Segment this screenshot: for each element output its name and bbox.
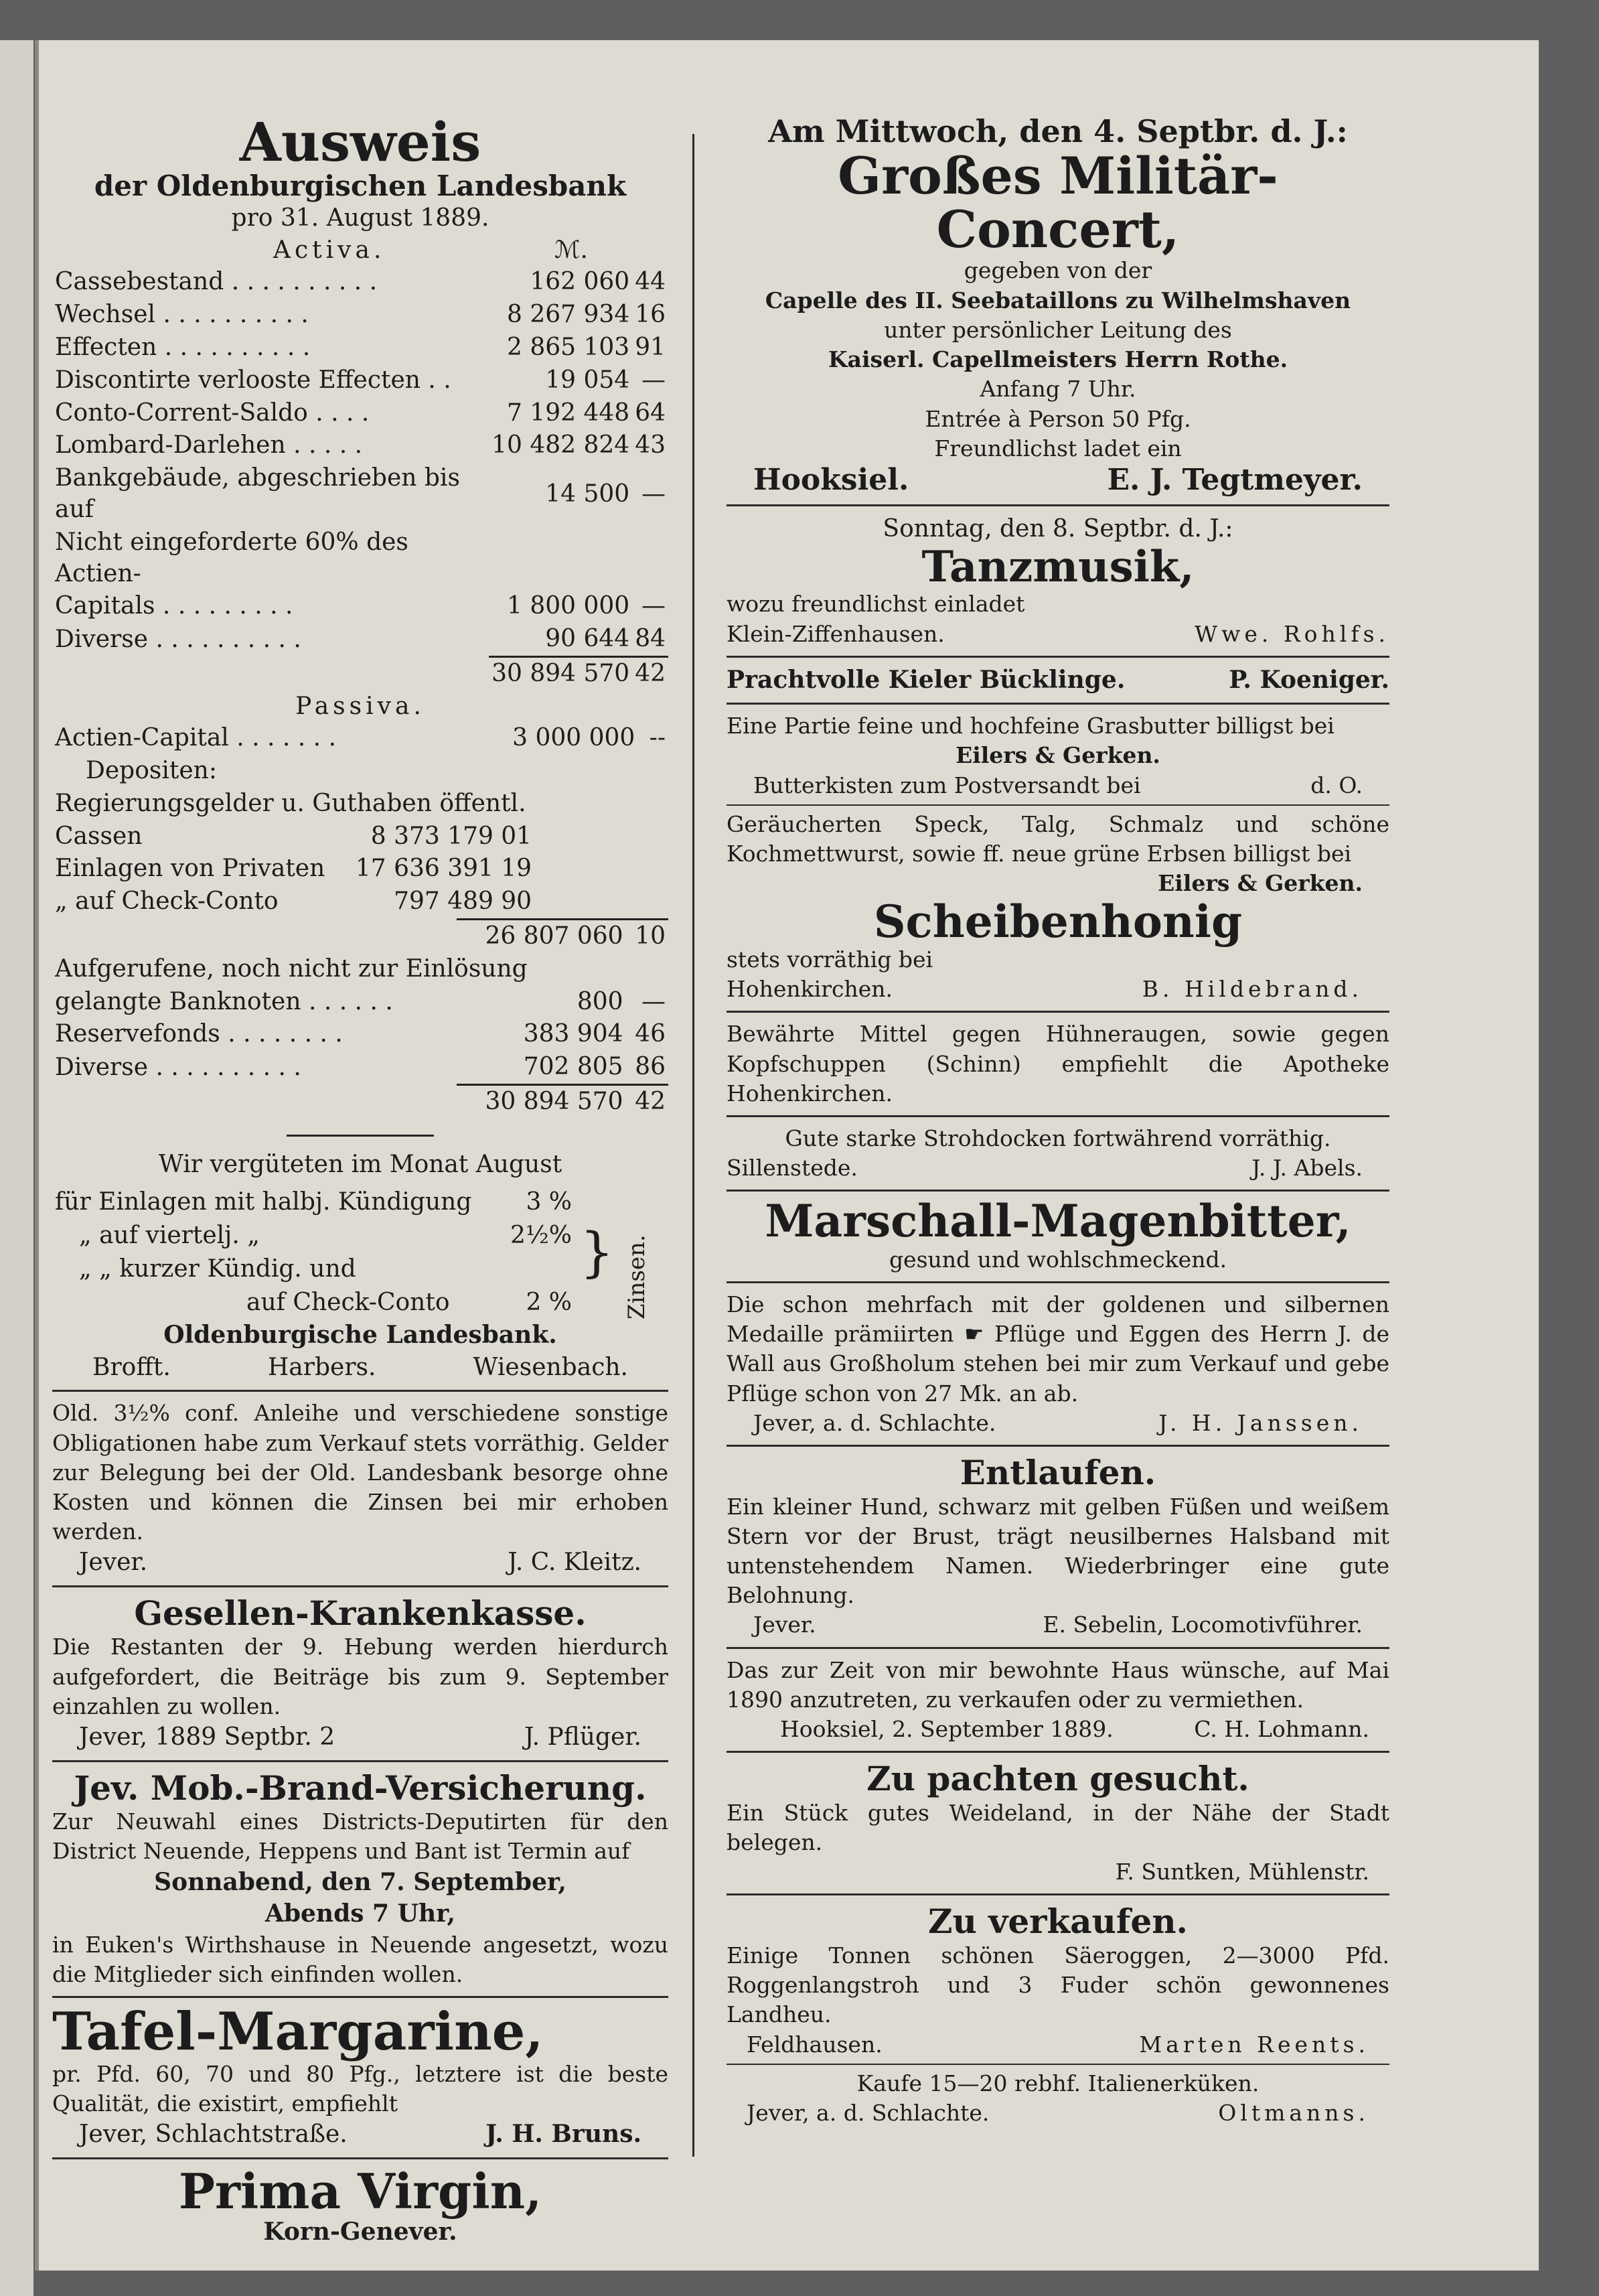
activa-table xyxy=(52,266,668,690)
depositen-total-row: 26 807 060 10 xyxy=(52,919,668,952)
gesellen-title: Gesellen-Krankenkasse. xyxy=(134,1593,587,1633)
table-row: gelangte Banknoten . . . . . . 800 — xyxy=(55,987,666,1015)
table-row: Actien-Capital . . . . . . . 3 000 000 -- xyxy=(55,724,666,752)
margarine-text: pr. Pfd. 60, 70 und 80 Pfg., letztere ist die beste Qualität, die existirt, empfiehlt xyxy=(52,2060,668,2117)
pacht-title: Zu pachten gesucht. xyxy=(866,1759,1249,1799)
kleiss-ad-text: Old. 3½% conf. Anleihe und verschiedene sonstige Obligationen habe zum Verkauf stets vorräthig. Gelder zur Belegung bei der Old. Landesbank besorge ohne Kosten und können die Zinsen bei mir erhoben werden. xyxy=(52,1400,668,1545)
section-rule xyxy=(287,1135,434,1137)
depositen-table xyxy=(52,820,534,918)
bank-signature: Oldenburgische Landesbank. xyxy=(163,1321,557,1350)
brand-time: Abends 7 Uhr, xyxy=(264,1899,456,1928)
bank-names: Brofft. Harbers. Wiesenbach. xyxy=(92,1353,628,1381)
haus-ad: Das zur Zeit von mir bewohnte Haus wünsche, auf Mai 1890 anzutreten, zu verkaufen oder zu vermiethen. xyxy=(727,1656,1389,1713)
verkauf-text: Einige Tonnen schönen Säeroggen, 2—3000 Pfd. Roggenlangstroh und 3 Fuder schön gewonnenes Landheu. xyxy=(727,1942,1389,2028)
table-row: Cassebestand . . . . . . . . . . 162 060 44 xyxy=(55,268,666,296)
buecking-ad: Prachtvolle Kieler Bücklinge. xyxy=(727,665,1126,694)
stroh-ad: Gute starke Strohdocken fortwährend vorräthig. xyxy=(785,1125,1331,1151)
table-row: Effecten . . . . . . . . . . 2 865 103 91 xyxy=(55,333,666,361)
table-row: Lombard-Darlehen . . . . . 10 482 824 43 xyxy=(55,431,666,459)
ausweis-subtitle: der Oldenburgischen Landesbank xyxy=(94,169,627,202)
table-row: Capitals . . . . . . . . . 1 800 000 — xyxy=(55,592,666,620)
margarine-title: Tafel-Margarine, xyxy=(52,2001,544,2062)
zinsen-side-label: Zinsen. xyxy=(623,1234,650,1320)
concert-title: Großes Militär-Concert, xyxy=(838,145,1278,259)
tanz-host: Wwe. Rohlfs. xyxy=(1195,620,1389,647)
zinsen-heading: Wir vergüteten im Monat August xyxy=(158,1150,562,1178)
previous-page-edge xyxy=(0,40,33,2296)
brand-text: Zur Neuwahl eines Districts-Deputirten für den District Neuende, Heppens und Bant ist Termin auf xyxy=(52,1808,668,1865)
table-row: „ auf Check-Conto 797 489 90 xyxy=(55,887,532,916)
table-row: Discontirte verlooste Effecten . . 19 054 — xyxy=(55,366,666,394)
left-column: Ausweis der Oldenburgischen Landesbank pro 31. August 1889. Activa. ℳ. Cassebestand . . . . . . . . . . 162 060 44 Wechsel . . . . . . . . . . 8 267 934 16 Effecten . . . . . . . . . . 2 865 103 91 Discontirte verlooste Effecten . . 19 054 — Conto-Corrent-Saldo . . . . 7 192 448 64 Lombard-Darlehen . . . . . 10 482 824 43 Bankgebäude, abgeschrieben bis auf 14 500 — Nicht eingeforderte 60% des Actien- Capitals . . . . . . . . . 1 800 000 — Diverse . . . . . . . . . . 90 644 84 30 894 570 42 Passiva. Actien-Capital . . . . . . . 3 000 000 -- Depositen: Regierungsgelder u. Guthaben öffentl. Cassen 8 373 179 01 Einlagen von Privaten 17 636 391 19 „ auf Check-Conto 797 489 90 26 807 060 10 Aufgerufene, noch nicht zur Einlösung gelangte Banknoten . . . . . . 800 — Reservefonds . . . . . . . . 383 904 46 Diverse . . . . . . . . . . 702 805 86 30 894 570 42 Wir vergüteten im Monat August für Einlagen mit halbj. Kündigung 3 % „ auf viertelj. „ 2½% „ „ kurzer Kündig. und auf Check-Conto 2 % } Zinsen. Oldenburgische Landesbank. Brofft. Harbers. Wiesenbach. Old. 3½% conf. Anleihe und verschiedene sonstige Obligationen habe zum Verkauf stets vorräthig. Gelder zur Belegung bei der Old. Landesbank besorge ohne Kosten und können die Zinsen bei mir erhoben werden. Jever. J. C. Kleitz. Gesellen-Krankenkasse. Die Restanten der 9. Hebung werden hierdurch aufgefordert, die Beiträge bis zum 9. September einzahlen zu wollen. Jever, 1889 Septbr. 2 J. Pflüger. Jev. Mob.-Brand-Versicherung. Zur Neuwahl eines Districts-Deputirten für den District Neuende, Heppens und Bant ist Termin auf Sonnabend, den 7. September, Abends 7 Uhr, in Euken's Wirthshause in Neuende angesetzt, wozu die Mitglieder sich einfinden wollen. Tafel-Margarine, pr. Pfd. 60, 70 und 80 Pfg., letztere ist die beste Qualität, die existirt, empfiehlt Jever, Schlachtstraße. J. H. Bruns. Prima Virgin, Korn-Genever. xyxy=(52,114,668,2248)
brand-text-2: in Euken's Wirthshause in Neuende angesetzt, wozu die Mitglieder sich einfinden wollen. xyxy=(52,1931,668,1987)
depositen-line: Regierungsgelder u. Guthaben öffentl. xyxy=(55,789,526,817)
gesellen-text: Die Restanten der 9. Hebung werden hierdurch aufgefordert, die Beiträge bis zum 9. September einzahlen zu wollen. xyxy=(52,1634,668,1719)
activa-total-row: 30 894 570 42 xyxy=(52,656,668,690)
virgin-subtitle: Korn-Genever. xyxy=(263,2218,457,2246)
tanz-title: Tanzmusik, xyxy=(921,542,1195,593)
zinsen-block xyxy=(52,1186,668,1319)
table-row: für Einlagen mit halbj. Kündigung 3 % xyxy=(55,1188,572,1216)
kleiss-name: J. C. Kleitz. xyxy=(508,1549,641,1577)
passiva-heading: Passiva. xyxy=(295,692,425,720)
huehneraugen-ad: Bewährte Mittel gegen Hühneraugen, sowie gegen Kopfschuppen (Schinn) empfiehlt die Apotheke Hohenkirchen. xyxy=(727,1021,1389,1106)
passiva-table xyxy=(52,722,668,820)
marschall-title: Marschall-Magenbitter, xyxy=(765,1195,1351,1248)
currency-label: ℳ. xyxy=(554,236,588,264)
table-row: „ „ kurzer Kündig. und xyxy=(79,1254,356,1283)
brand-title: Jev. Mob.-Brand-Versicherung. xyxy=(74,1768,647,1808)
table-row: Cassen 8 373 179 01 xyxy=(55,822,532,850)
entlaufen-text: Ein kleiner Hund, schwarz mit gelben Füßen und weißem Stern vor der Brust, trägt neusilbernes Halsband mit untenstehendem Namen. Wiederbringer eine gute Belohnung. xyxy=(727,1493,1389,1609)
table-row: Conto-Corrent-Saldo . . . . 7 192 448 64 xyxy=(55,399,666,427)
activa-heading: Activa. xyxy=(273,236,386,264)
brace: } xyxy=(580,1221,614,1284)
tanz-date: Sonntag, den 8. Septbr. d. J.: xyxy=(883,514,1233,543)
passiva-rest-table xyxy=(52,918,668,1119)
passiva-total-row: 30 894 570 42 xyxy=(52,1084,668,1118)
table-row: Einlagen von Privaten 17 636 391 19 xyxy=(55,855,532,883)
honig-title: Scheibenhonig xyxy=(873,895,1243,948)
right-column: Am Mittwoch, den 4. Septbr. d. J.: Großes Militär-Concert, gegeben von der Capelle des II. Seebataillons zu Wilhelmshaven unter persönlicher Leitung des Kaiserl. Capellmeisters Herrn Rothe. Anfang 7 Uhr. Entrée à Person 50 Pfg. Freundlichst ladet ein Hooksiel. E. J. Tegtmeyer. Sonntag, den 8. Septbr. d. J.: Tanzmusik, wozu freundlichst einladet Klein-Ziffenhausen. Wwe. Rohlfs. Prachtvolle Kieler Bücklinge. P. Koeniger. Eine Partie feine und hochfeine Grasbutter billigst bei Eilers & Gerken. Butterkisten zum Postversandt bei d. O. Geräucherten Speck, Talg, Schmalz und schöne Kochmettwurst, sowie ff. neue grüne Erbsen billigst bei Eilers & Gerken. Scheibenhonig stets vorräthig bei Hohenkirchen. B. Hildebrand. Bewährte Mittel gegen Hühneraugen, sowie gegen Kopfschuppen (Schinn) empfiehlt die Apotheke Hohenkirchen. Gute starke Strohdocken fortwährend vorräthig. Sillenstede. J. J. Abels. Marschall-Magenbitter, gesund und wohlschmeckend. Die schon mehrfach mit der goldenen und silbernen Medaille prämiirten ☛ Pflüge und Eggen des Herrn J. de Wall aus Großholum stehen bei mir zum Verkauf und gebe Pflüge schon von 27 Mk. an ab. Jever, a. d. Schlachte. J. H. Janssen. Entlaufen. Ein kleiner Hund, schwarz mit gelben Füßen und weißem Stern vor der Brust, trägt neusilbernes Halsband mit untenstehendem Namen. Wiederbringer eine gute Belohnung. Jever. E. Sebelin, Locomotivführer. Das zur Zeit von mir bewohnte Haus wünsche, auf Mai 1890 anzutreten, zu verkaufen oder zu vermiethen. Hooksiel, 2. September 1889. C. H. Lohmann. Zu pachten gesucht. Ein Stück gutes Weideland, in der Nähe der Stadt belegen. F. Suntken, Mühlenstr. Zu verkaufen. Einige Tonnen schönen Säeroggen, 2—3000 Pfd. Roggenlangstroh und 3 Fuder schön gewonnenes Landheu. Feldhausen. Marten Reents. Kaufe 15—20 rebhf. Italienerküken. Jever, a. d. Schlachte. Oltmanns. xyxy=(727,113,1389,2127)
gesellen-name: J. Pflüger. xyxy=(524,1723,641,1751)
table-row: Nicht eingeforderte 60% des Actien- xyxy=(55,528,408,587)
ausweis-title: Ausweis xyxy=(239,111,481,173)
table-row: Reservefonds . . . . . . . . 383 904 46 xyxy=(55,1020,666,1048)
table-row: Wechsel . . . . . . . . . . 8 267 934 16 xyxy=(55,301,666,329)
table-row: „ auf viertelj. „ 2½% xyxy=(79,1221,572,1249)
depositen-heading: Depositen: xyxy=(86,757,217,784)
table-row: Bankgebäude, abgeschrieben bis auf 14 500 — xyxy=(55,464,666,523)
concert-place: Hooksiel. xyxy=(753,463,909,498)
brand-date: Sonnabend, den 7. September, xyxy=(154,1867,566,1896)
concert-host: E. J. Tegtmeyer. xyxy=(1107,463,1363,498)
column-divider xyxy=(692,134,694,2157)
verkauf-title: Zu verkaufen. xyxy=(928,1902,1188,1942)
table-row: auf Check-Conto 2 % xyxy=(246,1288,572,1316)
speck-ad: Geräucherten Speck, Talg, Schmalz und schöne Kochmettwurst, sowie ff. neue grüne Erbsen billigst bei xyxy=(727,810,1389,867)
kueken-ad: Kaufe 15—20 rebhf. Italienerküken. xyxy=(856,2070,1260,2096)
concert-date: Am Mittwoch, den 4. Septbr. d. J.: xyxy=(768,113,1348,149)
ausweis-date: pro 31. August 1889. xyxy=(231,204,489,232)
pfluege-ad: Die schon mehrfach mit der goldenen und silbernen Medaille prämiirten ☛ Pflüge und Eggen des Herrn J. de Wall aus Großholum stehen bei mir zum Verkauf und gebe Pflüge schon von 27 Mk. an ab. xyxy=(727,1291,1389,1407)
butter-ad: Eine Partie feine und hochfeine Grasbutter billigst bei xyxy=(727,713,1335,739)
aufgerufene-line: Aufgerufene, noch nicht zur Einlösung xyxy=(55,954,528,983)
margarine-name: J. H. Bruns. xyxy=(485,2120,641,2149)
pacht-text: Ein Stück gutes Weideland, in der Nähe der Stadt belegen. xyxy=(727,1799,1389,1855)
entlaufen-title: Entlaufen. xyxy=(960,1453,1156,1493)
table-row: Diverse . . . . . . . . . . 90 644 84 xyxy=(55,625,666,653)
virgin-title: Prima Virgin, xyxy=(178,2162,542,2220)
table-row: Diverse . . . . . . . . . . 702 805 86 xyxy=(55,1053,666,1081)
